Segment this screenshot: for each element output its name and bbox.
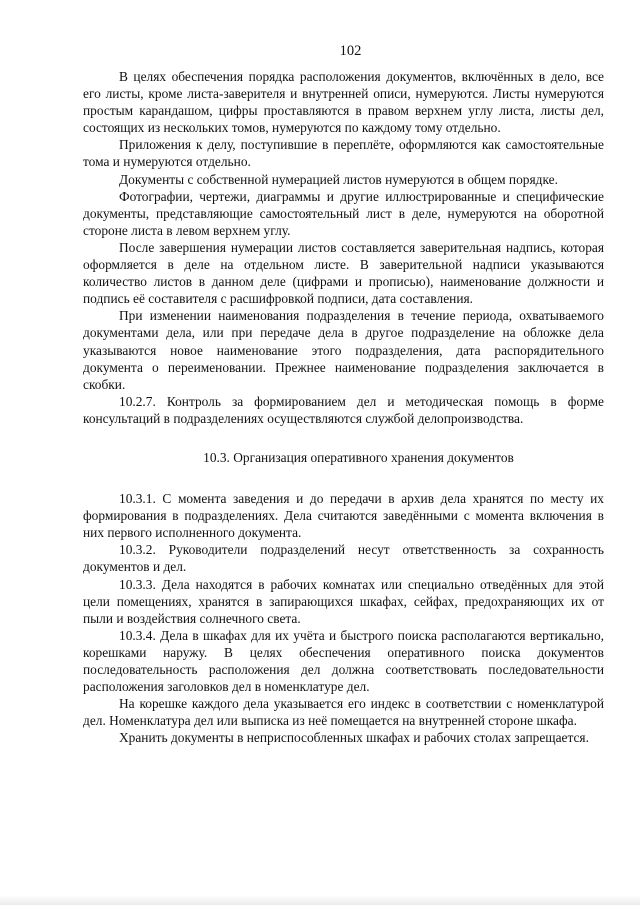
paragraph: После завершения нумерации листов составляется заверительная надпись, которая оформляется в деле на отдельном листе. В заверительной надписи указываются количество листов в данном деле (цифрами и прописью), наименование должности и подпись её составителя с расшифровкой подписи, дата составления. [83,239,604,307]
section-heading: 10.3. Организация оперативного хранения документов [203,449,514,465]
body-top [83,68,604,427]
paragraph: 10.2.7. Контроль за формированием дел и методическая помощь в форме консультаций в подразделениях осуществляются службой делопроизводства. [83,393,604,426]
paragraph: 10.3.4. Дела в шкафах для их учёта и быстрого поиска располагаются вертикально, корешками наружу. В целях обеспечения оперативного поиска документов последовательность расположения дел должна соответствовать последовательности расположения заголовков дел в номенклатуре дел. [83,627,604,695]
paragraph: 10.3.3. Дела находятся в рабочих комнатах или специально отведённых для этой цели помещениях, хранятся в запирающихся шкафах, сейфах, предохраняющих их от пыли и воздействия солнечного света. [83,576,604,626]
paragraph: Приложения к делу, поступившие в переплёте, оформляются как самостоятельные тома и нумеруются отдельно. [83,137,604,170]
paragraph: 10.3.1. С момента заведения и до передачи в архив дела хранятся по месту их формирования в подразделениях. Дела считаются заведёнными с момента включения в них первого исполненного документа. [83,491,604,541]
paragraph: В целях обеспечения порядка расположения документов, включённых в дело, все его листы, кроме листа-заверителя и внутренней описи, нумеруются. Листы нумеруются простым карандашом, цифры проставляются в правом верхнем углу листа, листы дел, состоящих из нескольких томов, нумеруются по каждому тому отдельно. [83,69,604,136]
body-bottom [83,490,604,746]
paragraph: Фотографии, чертежи, диаграммы и другие иллюстрированные и специфические документы, представляющие самостоятельный лист в деле, нумеруются на оборотной стороне листа в левом верхнем углу. [83,188,604,238]
paragraph: 10.3.2. Руководители подразделений несут ответственность за сохранность документов и дел. [83,542,604,575]
scan-edge [0,895,640,905]
page-number: 102 [339,43,362,59]
paragraph: Хранить документы в неприспособленных шкафах и рабочих столах запрещается. [119,730,589,746]
paragraph: На корешке каждого дела указывается его индекс в соответствии с номенклатурой дел. Номенклатура дел или выписка из неё помещается на внутренней стороне шкафа. [83,696,604,729]
paragraph: Документы с собственной нумерацией листов нумеруются в общем порядке. [119,171,558,187]
paragraph: При изменении наименования подразделения в течение периода, охватываемого документами дела, или при передаче дела в другое подразделение на обложке дела указываются новое наименование этого подразделения, дата распорядительного документа о переименовании. Прежнее наименование подразделения заключается в скобки. [83,308,604,392]
